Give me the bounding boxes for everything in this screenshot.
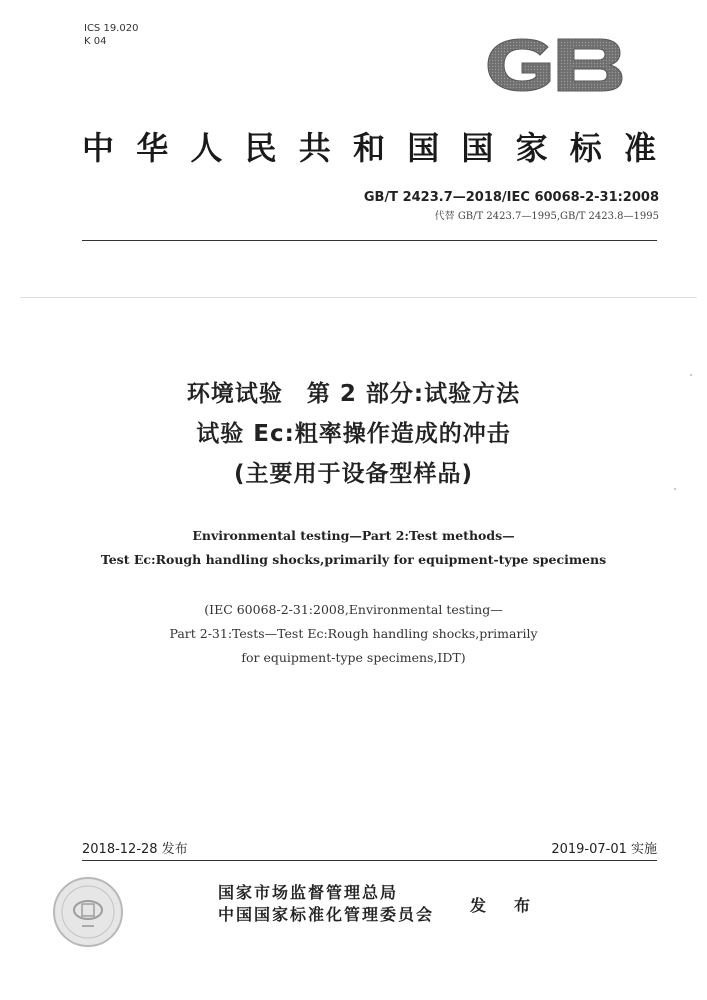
k-code: K 04: [84, 36, 107, 47]
replaces-note: 代替 GB/T 2423.7—1995,GB/T 2423.8—1995: [434, 211, 659, 222]
top-divider: [82, 240, 657, 241]
standard-number-block: [364, 190, 659, 222]
classification-block: [84, 22, 138, 48]
official-seal-icon: [52, 876, 124, 948]
issuer-sac: 中国国家标准化管理委员会: [218, 905, 435, 924]
iec-reference-line-1: (IEC 60068-2-31:2008,Environmental testing—: [204, 602, 503, 617]
national-standard-title: 中华人民共和国国家标准: [82, 129, 662, 167]
chinese-title-line-3: (主要用于设备型样品): [233, 461, 474, 487]
fold-line: [20, 297, 697, 298]
bottom-divider: [82, 860, 657, 861]
english-title: [0, 524, 707, 572]
issuer-samr: 国家市场监督管理总局: [218, 883, 399, 902]
scan-speck: [674, 488, 676, 490]
iec-reference: [0, 598, 707, 670]
issue-label: 发 布: [470, 896, 537, 915]
english-title-line-1: Environmental testing—Part 2:Test methods—: [192, 528, 515, 543]
iec-reference-line-2: Part 2-31:Tests—Test Ec:Rough handling shocks,primarily: [169, 626, 538, 641]
issuing-organizations: [218, 882, 434, 926]
ics-code: ICS 19.020: [84, 23, 139, 34]
iec-reference-line-3: for equipment-type specimens,IDT): [241, 650, 466, 665]
chinese-title-line-2: 试验 Ec:粗率操作造成的冲击: [196, 421, 511, 447]
standard-number: GB/T 2423.7—2018/IEC 60068-2-31:2008: [363, 190, 659, 205]
implementation-date: 2019-07-01 实施: [551, 842, 657, 857]
scan-speck: [690, 374, 692, 376]
chinese-title: [0, 374, 707, 494]
chinese-title-line-1: 环境试验 第 2 部分:试验方法: [186, 381, 521, 407]
english-title-line-2: Test Ec:Rough handling shocks,primarily for equipment-type specimens: [100, 552, 607, 567]
publication-date: 2018-12-28 发布: [82, 842, 188, 857]
gb-logo-icon: [482, 35, 627, 95]
